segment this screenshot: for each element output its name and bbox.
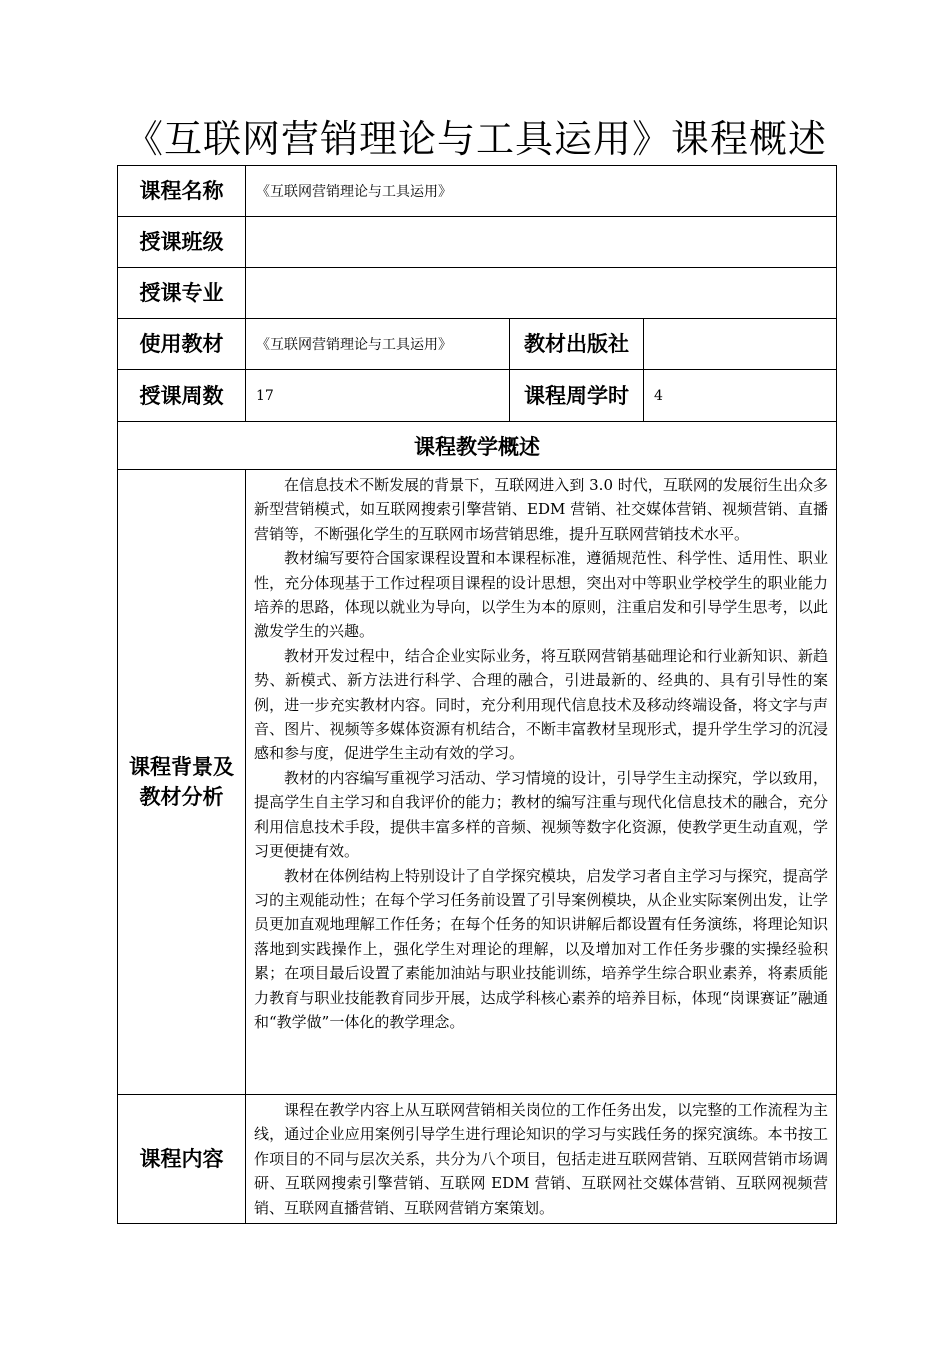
row-section-title: [118, 422, 837, 470]
content-paragraph-1: 课程在教学内容上从互联网营销相关岗位的工作任务出发，以完整的工作流程为主线，通过企业应用案例引导学生进行理论知识的学习与实践任务的探究演练。本书按工作项目的不同与层次关系，共分为八个项目，包括走进互联网营销、互联网营销市场调研、互联网搜索引擎营销、互联网 EDM 营销、互联网社交媒体营销、互联网视频营销、互联网直播营销、互联网营销方案策划。: [254, 1101, 828, 1217]
course-overview-table: [117, 165, 837, 1224]
row-class: [118, 217, 837, 268]
publisher-value: [644, 319, 837, 370]
background-paragraph-2: 教材编写要符合国家课程设置和本课程标准，遵循规范性、科学性、适用性、职业性，充分体现基于工作过程项目课程的设计思想，突出对中等职业学校学生的职业能力培养的思路，体现以就业为导向，以学生为本的原则，注重启发和引导学生思考，以此激发学生的兴趣。: [254, 549, 828, 641]
course-name-label: 课程名称: [118, 166, 246, 217]
weekly-hours-value: 4: [644, 370, 837, 422]
textbook-value: 《互联网营销理论与工具运用》: [246, 319, 510, 370]
background-label: 课程背景及教材分析: [118, 470, 246, 1095]
background-paragraph-1: 在信息技术不断发展的背景下，互联网进入到 3.0 时代，互联网的发展衍生出众多新型营销模式，如互联网搜索引擎营销、EDM 营销、社交媒体营销、视频营销、直播营销等，不断强化学生的互联网市场营销思维，提升互联网营销技术水平。: [254, 476, 828, 543]
row-background: [118, 470, 837, 1095]
weeks-label: 授课周数: [118, 370, 246, 422]
class-value: [246, 217, 837, 268]
background-paragraph-3: 教材开发过程中，结合企业实际业务，将互联网营销基础理论和行业新知识、新趋势、新模式、新方法进行科学、合理的融合，引进最新的、经典的、具有引导性的案例，进一步充实教材内容。同时，充分利用现代信息技术及移动终端设备，将文字与声音、图片、视频等多媒体资源有机结合，不断丰富教材呈现形式，提升学生学习的沉浸感和参与度，促进学生主动有效的学习。: [254, 646, 828, 763]
content-body: [246, 1095, 837, 1224]
background-paragraph-4: 教材的内容编写重视学习活动、学习情境的设计，引导学生主动探究，学以致用，提高学生自主学习和自我评价的能力；教材的编写注重与现代化信息技术的融合，充分利用信息技术手段，提供丰富多样的音频、视频等数字化资源，使教学更生动直观，学习更便捷有效。: [254, 768, 828, 861]
major-label: 授课专业: [118, 268, 246, 319]
background-paragraph-5: 教材在体例结构上特别设计了自学探究模块，启发学习者自主学习与探究，提高学习的主观能动性；在每个学习任务前设置了引导案例模块，从企业实际案例出发，让学员更加直观地理解工作任务；在每个任务的知识讲解后都设置有任务演练，将理论知识落地到实践操作上，强化学生对理论的理解，以及增加对工作任务步骤的实操经验积累；在项目最后设置了素能加油站与职业技能训练，培养学生综合职业素养，将素质能力教育与职业技能教育同步开展，达成学科核心素养的培养目标，体现“岗课赛证”融通和“教学做”一体化的教学理念。: [254, 866, 828, 1031]
course-name-value: 《互联网营销理论与工具运用》: [246, 166, 837, 217]
weeks-value: 17: [246, 370, 510, 422]
row-textbook: [118, 319, 837, 370]
row-course-name: [118, 166, 837, 217]
major-value: [246, 268, 837, 319]
document-title: 《互联网营销理论与工具运用》课程概述: [124, 117, 827, 161]
row-weeks: [118, 370, 837, 422]
textbook-label: 使用教材: [118, 319, 246, 370]
section-title: 课程教学概述: [118, 422, 837, 470]
background-body: [246, 470, 837, 1095]
class-label: 授课班级: [118, 217, 246, 268]
content-label: 课程内容: [118, 1095, 246, 1224]
row-content: [118, 1095, 837, 1224]
weekly-hours-label: 课程周学时: [510, 370, 644, 422]
publisher-label: 教材出版社: [510, 319, 644, 370]
row-major: [118, 268, 837, 319]
